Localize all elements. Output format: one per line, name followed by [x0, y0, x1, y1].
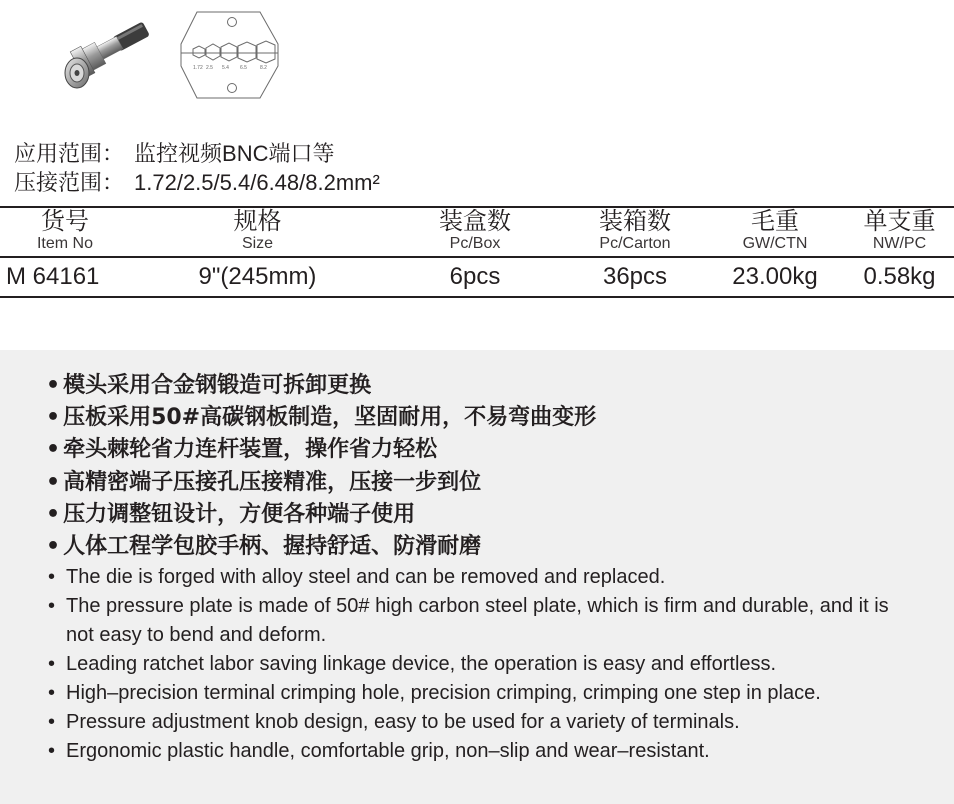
header-pc-carton: 装箱数 Pc/Carton: [599, 207, 671, 252]
table-header-row: [0, 207, 954, 257]
svg-text:2.5: 2.5: [206, 65, 213, 71]
feature-cn-item: • 压力调整钮设计，方便各种端子使用: [46, 501, 416, 527]
application-info: [14, 140, 380, 198]
feature-cn-item: • 压板采用50#高碳钢板制造，坚固耐用，不易弯曲变形: [46, 405, 597, 431]
feature-cn-item: • 高精密端子压接孔压接精准，压接一步到位: [46, 469, 482, 495]
feature-en-item: • Pressure adjustment knob design, easy to be used for a variety of terminals.: [48, 711, 740, 734]
application-label: 应用范围：: [14, 142, 125, 167]
header-net-weight: 单支重 NW/PC: [863, 207, 936, 252]
feature-en-item: • Ergonomic plastic handle, comfortable grip, non–slip and wear–resistant.: [48, 740, 710, 763]
svg-text:8.2: 8.2: [260, 65, 267, 71]
header-size: 规格 Size: [233, 207, 282, 252]
cell-item-no: M 64161: [6, 263, 100, 290]
table-row: [0, 257, 954, 297]
crimping-die-icon: [181, 12, 278, 98]
application-row: [14, 140, 380, 169]
svg-text:1.72: 1.72: [193, 65, 203, 71]
crimp-range-row: [14, 169, 380, 198]
bnc-connector-icon: [65, 15, 153, 88]
header-pc-box: 装盒数 Pc/Box: [439, 207, 511, 252]
cell-pc-box: 6pcs: [449, 263, 501, 290]
feature-en-item: • Leading ratchet labor saving linkage device, the operation is easy and effortless.: [48, 653, 777, 676]
crimp-range-label: 压接范围：: [14, 171, 125, 196]
crimp-range-value: 1.72/2.5/5.4/6.48/8.2mm²: [134, 170, 380, 195]
features-list: [0, 350, 954, 766]
svg-text:6.5: 6.5: [240, 65, 247, 71]
cell-pc-carton: 36pcs: [602, 263, 668, 290]
feature-en-item: • The die is forged with alloy steel and can be removed and replaced.: [48, 566, 666, 589]
die-size-labels: [193, 65, 267, 71]
feature-cn-item: • 模头采用合金钢锻造可拆卸更换: [46, 373, 372, 398]
product-illustrations: [0, 0, 300, 130]
feature-cn-item: • 人体工程学包胶手柄、握持舒适、防滑耐磨: [46, 534, 482, 560]
feature-en-item: • The pressure plate is made of 50# high carbon steel plate, which is firm and durable, and it is not easy to bend and deform.: [48, 595, 889, 647]
feature-en-item: • High–precision terminal crimping hole, precision crimping, crimping one step in place.: [48, 682, 821, 705]
header-gross-weight: 毛重 GW/CTN: [742, 207, 808, 252]
feature-cn-item: • 牵头棘轮省力连杆装置，操作省力轻松: [46, 437, 438, 463]
svg-text:5.4: 5.4: [222, 65, 229, 71]
application-value: 监控视频BNC端口等: [134, 141, 335, 166]
header-item-no: 货号 Item No: [36, 207, 93, 252]
cell-gross-weight: 23.00kg: [732, 263, 818, 290]
cell-size: 9"(245mm): [198, 263, 317, 290]
features-panel: [0, 350, 954, 804]
spec-table: [0, 206, 954, 298]
cell-net-weight: 0.58kg: [863, 263, 936, 290]
